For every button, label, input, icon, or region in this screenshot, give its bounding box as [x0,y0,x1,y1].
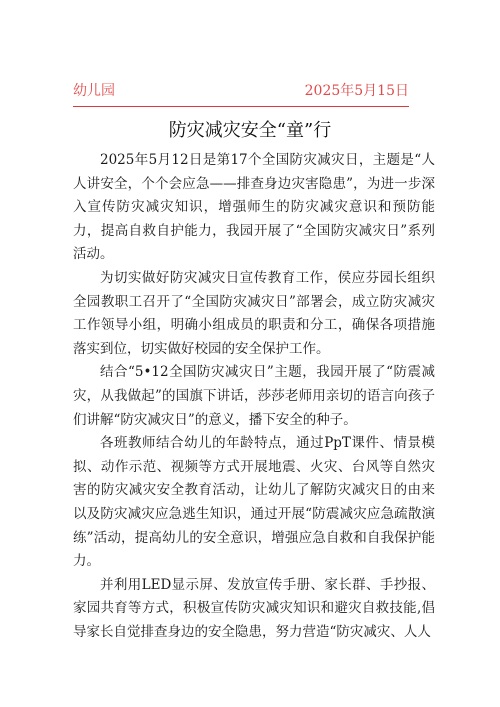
document-header [73,82,409,107]
header-date: 2025年5月15日 [304,83,409,99]
paragraph-3: 结合“5•12全国防灾减灾日”主题，我园开展了“防震减灾，从我做起”的国旗下讲话，莎莎老师用亲切的语言向孩子们讲解“防灾减灾日”的意义，播下安全的种子。 [73,364,435,428]
header-organization: 幼儿园 [73,83,115,99]
paragraph-1: 2025年5月12日是第17个全国防灾减灾日，主题是“人人讲安全，个个会应急——排查身边灾害隐患”，为进一步深入宣传防灾减灾知识，增强师生的防灾减灾意识和预防能力，提高自救自护能力，我园开展了“全国防灾减灾日”系列活动。 [73,152,435,263]
document-title: 防灾减灾安全“童”行 [168,120,332,141]
paragraph-4: 各班教师结合幼儿的年龄特点，通过PpT课件、情景模拟、动作示范、视频等方式开展地震、火灾、台风等自然灾害的防灾减灾安全教育活动，让幼儿了解防灾减灾日的由来以及防灾减灾应急逃生知识，通过开展“防震减灾应急疏散演练”活动，提高幼儿的安全意识，增强应急自救和自我保护能力。 [73,435,435,570]
paragraph-5: 并利用LED显示屏、发放宣传手册、家长群、手抄报、家园共育等方式，积极宣传防灾减灾知识和避灾自救技能,倡导家长自觉排查身边的安全隐患，努力营造“防灾减灾、人人 [73,576,435,640]
paragraph-2: 为切实做好防灾减灾日宣传教育工作，侯应芬园长组织全园教职工召开了“全国防灾减灾日”部署会，成立防灾减灾工作领导小组，明确小组成员的职责和分工，确保各项措施落实到位，切实做好校园的安全保护工作。 [73,269,435,357]
document-body [73,149,435,644]
